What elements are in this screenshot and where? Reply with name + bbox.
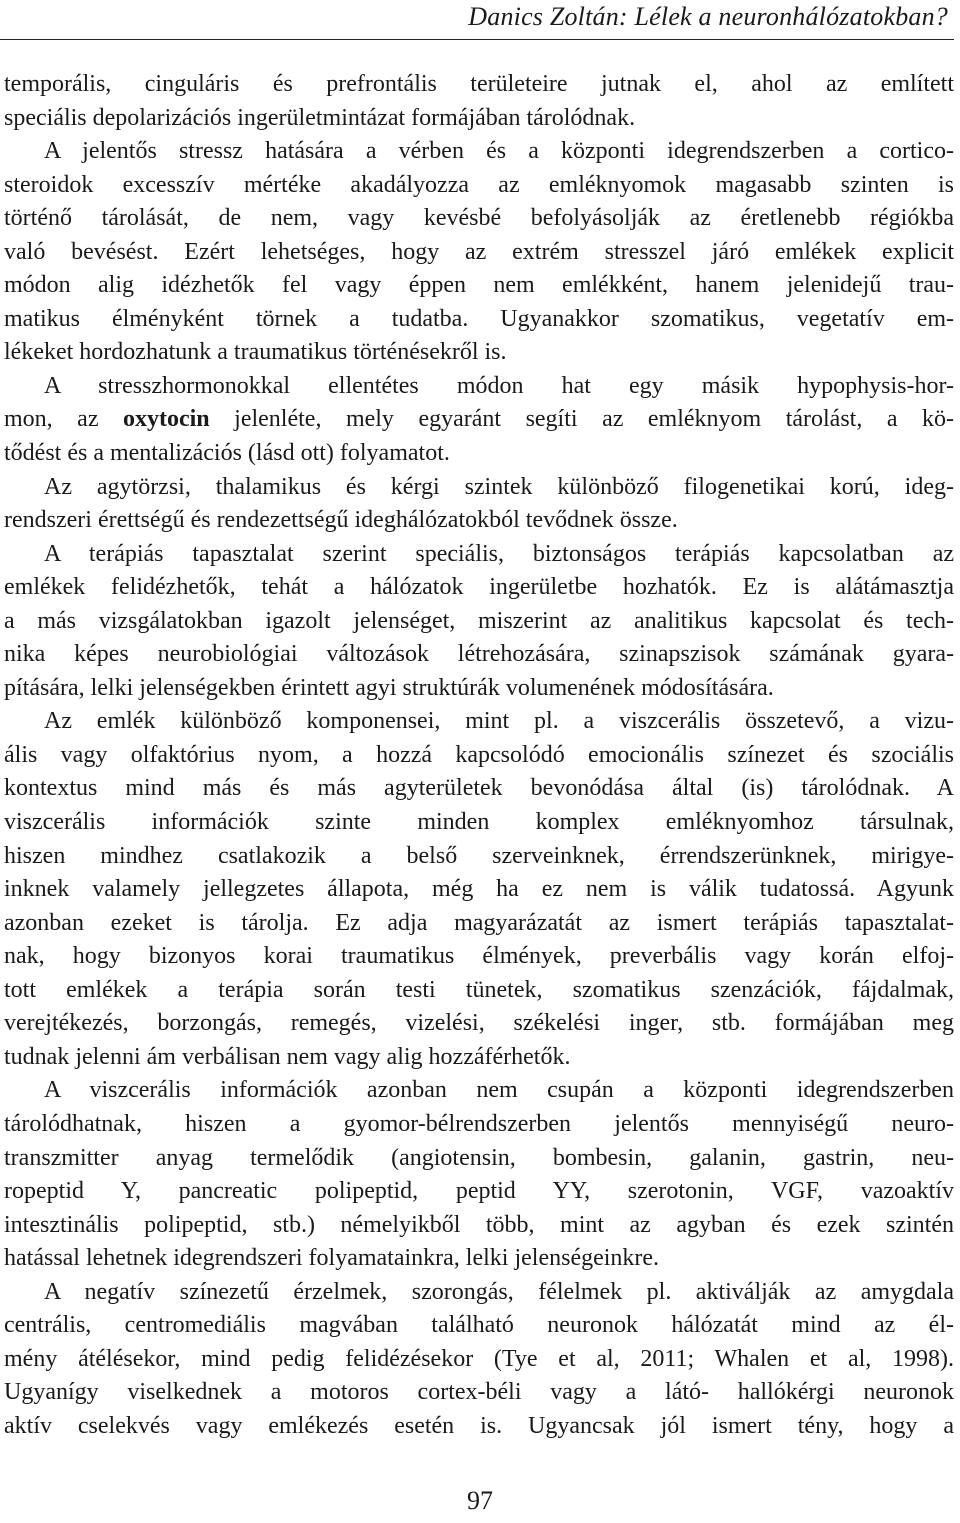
text-segment: mon, az (4, 406, 123, 433)
text-line: hiszen mindhez csatlakozik a belső szerveinknek, érrendszerünknek, mirigye- (4, 842, 954, 869)
text-line: intesztinális polipeptid, stb.) némelyikből több, mint az agyban és ezek szintén (4, 1211, 954, 1238)
text-line: ális vagy olfaktórius nyom, a hozzá kapcsolódó emocionális színezet és szociális (4, 741, 954, 768)
text-line: módon alig idézhetők fel vagy éppen nem emlékként, hanem jelenidejű trau- (4, 272, 954, 299)
bold-term: oxytocin (122, 406, 210, 433)
text-line: transzmitter anyag termelődik (angiotensin, bombesin, galanin, gastrin, neu- (4, 1144, 954, 1171)
text-line: temporális, cinguláris és prefrontális területeire jutnak el, ahol az említett (4, 71, 954, 97)
text-line: Az agytörzsi, thalamikus és kérgi szintek különböző filogenetikai korú, ideg- (44, 473, 954, 500)
text-line: rendszeri érettségű és rendezettségű ideghálózatokból tevődnek össze. (4, 507, 678, 534)
text-line: azonban ezeket is tárolja. Ez adja magyarázatát az ismert terápiás tapasztalat- (4, 909, 954, 936)
text-line: matikus élményként törnek a tudatba. Ugyanakkor szomatikus, vegetatív em- (4, 305, 954, 332)
text-line: A negatív színezetű érzelmek, szorongás, félelmek pl. aktiválják az amygdala (44, 1278, 954, 1305)
text-line: hatással lehetnek idegrendszeri folyamatainkra, lelki jelenségeinkre. (4, 1245, 660, 1272)
running-header (0, 0, 954, 40)
text-line: steroidok excesszív mértéke akadályozza az emléknyomok magasabb szinten is (4, 171, 954, 198)
text-line: nak, hogy bizonyos korai traumatikus élmények, preverbális vagy korán elfoj- (4, 943, 954, 970)
text-line: Ugyanígy viselkednek a motoros cortex-béli vagy a látó- hallókérgi neuronok (4, 1379, 954, 1406)
text-line: aktív cselekvés vagy emlékezés esetén is. Ugyancsak jól ismert tény, hogy a (4, 1412, 954, 1439)
text-line: ropeptid Y, pancreatic polipeptid, peptid YY, szerotonin, VGF, vazoaktív (4, 1178, 954, 1205)
text-line: nika képes neurobiológiai változások létrehozására, szinapszisok számának gyara- (4, 641, 954, 668)
text-line: pítására, lelki jelenségekben érintett agyi struktúrák volumenének módosítására. (4, 674, 774, 701)
page-number: 97 (467, 1486, 493, 1515)
text-line: tődést és a mentalizációs (lásd ott) folyamatot. (4, 440, 450, 467)
text-line: tott emlékek a terápia során testi tünetek, szomatikus szenzációk, fájdalmak, (4, 976, 954, 1003)
text-line (4, 403, 954, 437)
text-line: Az emlék különböző komponensei, mint pl. a viszcerális összetevő, a vizu- (44, 708, 954, 735)
text-line: való bevésést. Ezért lehetséges, hogy az extrém stresszel járó emlékek explicit (4, 238, 954, 265)
text-segment: jelenléte, mely egyaránt segíti az emléknyom tárolást, a kö- (209, 406, 954, 433)
text-line: emlékek felidézhetők, tehát a hálózatok ingerületbe hozhatók. Ez is alátámasztja (4, 574, 954, 601)
text-line: viszcerális információk szinte minden komplex emléknyomhoz társulnak, (4, 809, 954, 836)
running-title: Danics Zoltán: Lélek a neuronhálózatokban? (468, 2, 948, 31)
text-line: A jelentős stressz hatására a vérben és a központi idegrendszerben a cortico- (44, 138, 954, 165)
text-line: centrális, centromediális magvában található neuronok hálózatát mind az él- (4, 1312, 954, 1339)
text-line: kontextus mind más és más agyterületek bevonódása által (is) tárolódnak. A (4, 775, 954, 802)
text-line: tárolódhatnak, hiszen a gyomor-bélrendszerben jelentős mennyiségű neuro- (4, 1110, 954, 1137)
body-text (4, 68, 954, 1443)
text-line: tudnak jelenni ám verbálisan nem vagy alig hozzáférhetők. (4, 1043, 571, 1070)
text-line: a más vizsgálatokban igazolt jelenséget, miszerint az analitikus kapcsolat és tech- (4, 607, 954, 634)
text-line: A viszcerális információk azonban nem csupán a központi idegrendszerben (44, 1077, 954, 1104)
text-line: lékeket hordozhatunk a traumatikus történésekről is. (4, 339, 507, 366)
text-line: A stresszhormonokkal ellentétes módon hat egy másik hypophysis-hor- (44, 372, 954, 399)
text-line: A terápiás tapasztalat szerint speciális, biztonságos terápiás kapcsolatban az (44, 540, 954, 567)
text-line: verejtékezés, borzongás, remegés, vizelési, székelési inger, stb. formájában meg (4, 1010, 954, 1037)
text-line: történő tárolását, de nem, vagy kevésbé befolyásolják az éretlenebb régiókba (4, 205, 954, 232)
text-line: inknek valamely jellegzetes állapota, még ha ez nem is válik tudatossá. Agyunk (4, 876, 954, 903)
text-line: speciális depolarizációs ingerületmintázat formájában tárolódnak. (4, 104, 636, 131)
text-line: mény átélésekor, mind pedig felidézésekor (Tye et al, 2011; Whalen et al, 1998). (4, 1345, 954, 1372)
